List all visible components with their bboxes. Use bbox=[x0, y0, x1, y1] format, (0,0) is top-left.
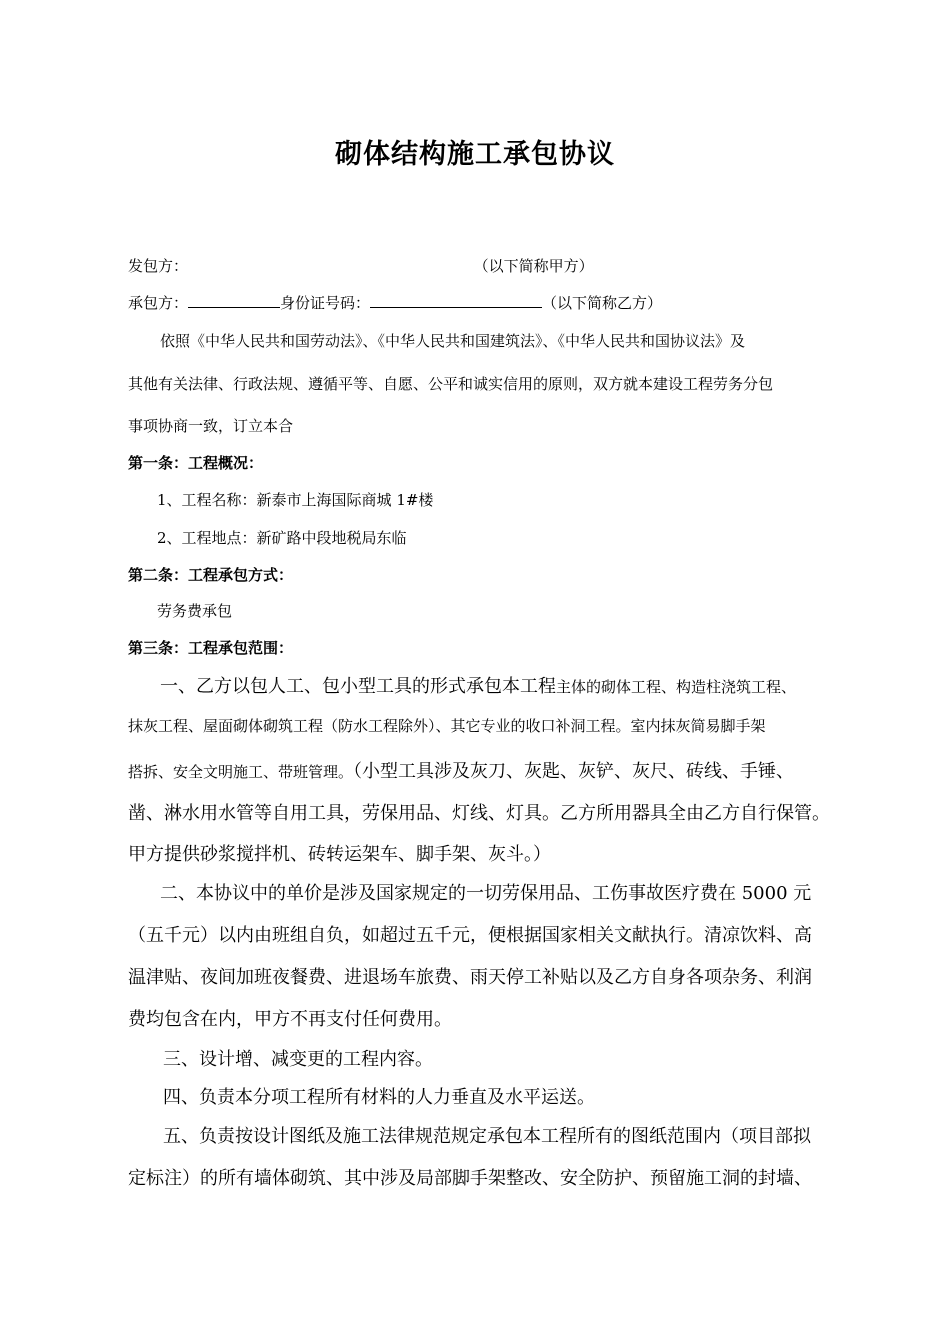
article3-p5-line2: 定标注）的所有墙体砌筑、其中涉及局部脚手架整改、安全防护、预留施工洞的封墙、 bbox=[128, 1168, 812, 1189]
article3-p1-line2: 抹灰工程、屋面砌体砌筑工程（防水工程除外）、其它专业的收口补洞工程。室内抹灰简易脚手架 bbox=[128, 717, 766, 735]
article3-p1-line1 bbox=[160, 672, 796, 698]
party-b-name-blank bbox=[188, 292, 280, 308]
party-b-line bbox=[128, 292, 662, 313]
party-a-alias: （以下简称甲方） bbox=[473, 257, 594, 275]
article3-p2-line4: 费均包含在内，甲方不再支付任何费用。 bbox=[128, 1009, 452, 1030]
article3-p4: 四、负责本分项工程所有材料的人力垂直及水平运送。 bbox=[163, 1087, 595, 1108]
article3-heading: 第三条：工程承包范围： bbox=[128, 639, 294, 657]
article3-p1-line3-b: （小型工具涉及灰刀、灰匙、灰铲、灰尺、砖线、手锤、 bbox=[353, 761, 795, 782]
intro-line-2: 其他有关法律、行政法规、遵循平等、自愿、公平和诚实信用的原则，双方就本建设工程劳务分包 bbox=[128, 375, 774, 393]
article3-p3: 三、设计增、减变更的工程内容。 bbox=[163, 1049, 433, 1070]
party-b-alias: （以下简称乙方） bbox=[542, 294, 663, 312]
party-b-id-label: 身份证号码： bbox=[280, 294, 371, 312]
intro-line-1: 依照《中华人民共和国劳动法》、《中华人民共和国建筑法》、《中华人民共和国协议法》及 bbox=[160, 332, 746, 350]
article3-p2-line2: （五千元）以内由班组自负，如超过五千元，便根据国家相关文献执行。清凉饮料、高 bbox=[128, 925, 812, 946]
party-a-label: 发包方： bbox=[128, 257, 189, 275]
article3-p1-line4: 凿、淋水用水管等自用工具，劳保用品、灯线、灯具。乙方所用器具全由乙方自行保管。 bbox=[128, 803, 830, 824]
article3-p1-line3 bbox=[128, 757, 794, 783]
article1-item-location: 2、工程地点：新矿路中段地税局东临 bbox=[157, 529, 407, 547]
article3-p2-line3: 温津贴、夜间加班夜餐费、进退场车旅费、雨天停工补贴以及乙方自身各项杂务、利润 bbox=[128, 967, 812, 988]
article3-p1-line5: 甲方提供砂浆搅拌机、砖转运架车、脚手架、灰斗。） bbox=[128, 844, 551, 865]
article3-p1-line3-a: 搭拆、安全文明施工、带班管理。 bbox=[128, 763, 354, 781]
party-b-label: 承包方： bbox=[128, 294, 189, 312]
intro-line-3: 事项协商一致，订立本合 bbox=[128, 417, 294, 435]
article3-p5-line1: 五、负责按设计图纸及施工法律规范规定承包本工程所有的图纸范围内（项目部拟 bbox=[163, 1126, 811, 1147]
party-b-id-blank bbox=[370, 292, 542, 308]
article2-text: 劳务费承包 bbox=[157, 602, 233, 620]
party-a-line bbox=[128, 255, 594, 276]
document-title: 砌体结构施工承包协议 bbox=[335, 139, 615, 170]
article3-p2-line1: 二、本协议中的单价是涉及国家规定的一切劳保用品、工伤事故医疗费在 5000 元 bbox=[160, 883, 812, 904]
article3-p1-line1-b: 主体的砌体工程、构造柱浇筑工程、 bbox=[556, 678, 797, 696]
article1-item-name: 1、工程名称：新泰市上海国际商城 1#楼 bbox=[157, 491, 434, 509]
article2-heading: 第二条：工程承包方式： bbox=[128, 566, 294, 584]
article1-heading: 第一条：工程概况： bbox=[128, 454, 264, 472]
article3-p1-line1-a: 一、乙方以包人工、包小型工具的形式承包本工程 bbox=[160, 676, 556, 697]
